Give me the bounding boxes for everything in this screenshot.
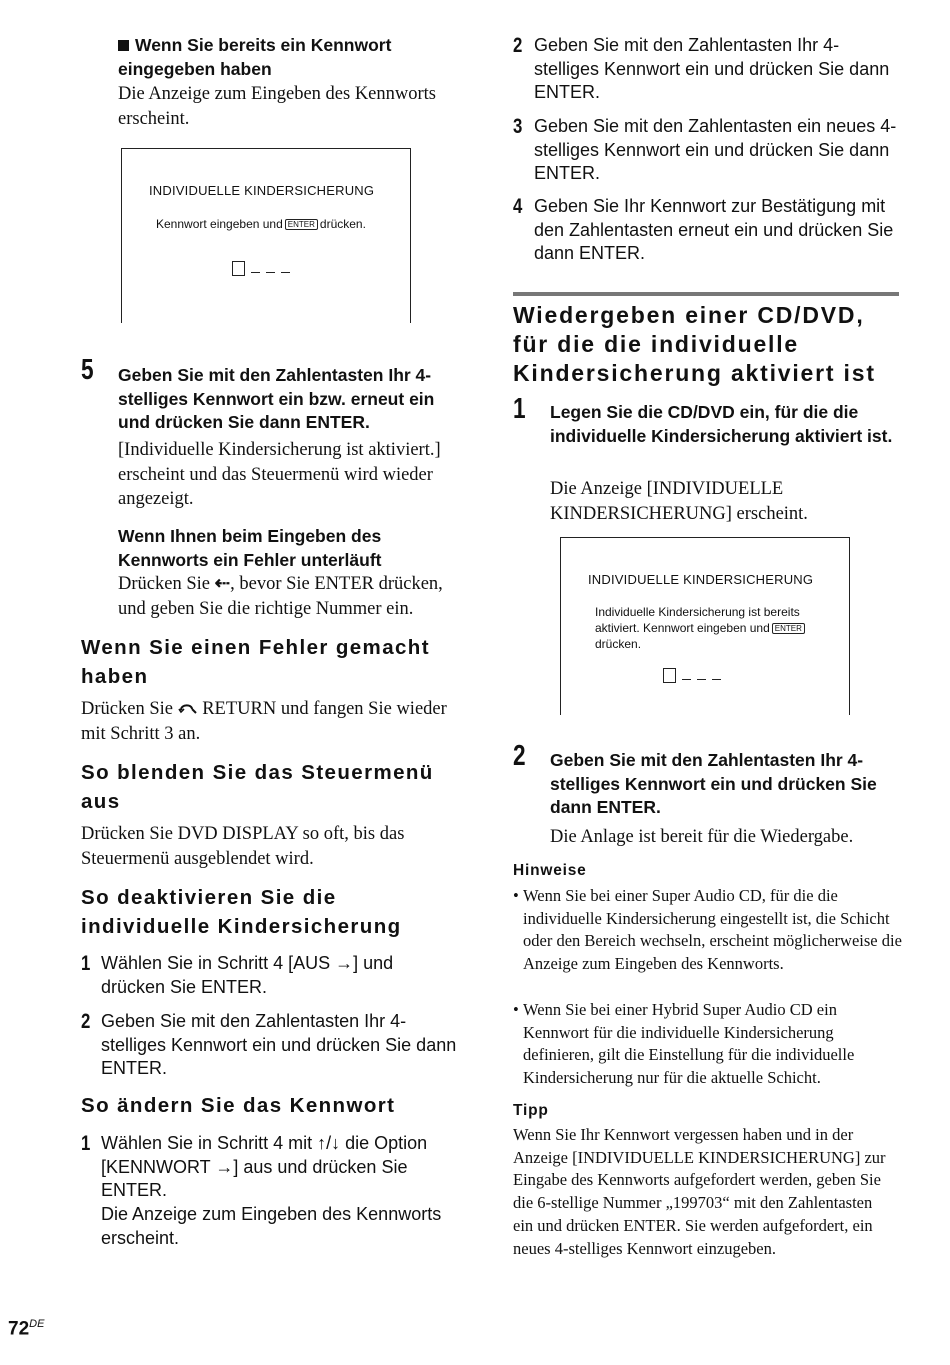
change-password-step1: Wählen Sie in Schritt 4 mit ↑/↓ die Option [KENNWORT →] aus und drücken Sie ENTER. [101,1133,428,1200]
mistake-heading: Wenn Sie einen Fehler gemacht haben [81,636,430,688]
error-text-pre: Drücken Sie [118,574,210,594]
password-screen-1 [121,148,411,323]
mistake-text-pre: Drücken Sie [81,699,173,719]
tip-text: Wenn Sie Ihr Kennwort vergessen haben und in der Anzeige [INDIVIDUELLE KINDERSICHERUNG] zur Eingabe des Kennworts aufgefordert werden, geben Sie die 6-stellige Nummer „199703“ mit den Zahlentasten ein und drücken ENTER. Sie werden aufgefordert, ein neues 4-stelliges Kennwort einzugeben. [513,1125,886,1258]
step5-text: [Individuelle Kindersicherung ist aktiviert.] erscheint und das Steuermenü wird wieder angezeigt. [118,440,441,509]
screen-message-line1: Individuelle Kindersicherung ist bereits [595,605,800,619]
step-number: 2 [513,33,523,57]
notes-heading: Hinweise [513,862,587,879]
error-text [118,572,468,621]
play-step2-text: Die Anlage ist bereit für die Wiedergabe. [550,827,854,847]
step-number: 3 [513,114,523,138]
mistake-text [81,697,466,746]
back-arrow-icon: ⇠ [214,574,231,594]
intro-heading [118,34,458,81]
hide-menu-text: Drücken Sie DVD DISPLAY so oft, bis das Steuermenü ausgeblendet wird. [81,824,405,869]
step5-heading: Geben Sie mit den Zahlentasten Ihr 4-stelliges Kennwort ein bzw. erneut ein und drücken Sie dann ENTER. [118,365,435,432]
play-step1-text: Die Anzeige [INDIVIDUELLE KINDERSICHERUNG] erscheint. [550,479,808,524]
change-password-heading: So ändern Sie das Kennwort [81,1094,396,1117]
screen-title: INDIVIDUELLE KINDERSICHERUNG [588,572,814,587]
screen-message-pre: Kennwort eingeben und [156,217,283,231]
step-number: 2 [513,740,526,772]
password-digit-placeholder [266,272,275,273]
password-field [232,261,290,279]
enter-key-icon: ENTER [772,623,805,634]
password-digit-placeholder [712,679,721,680]
screen-message [595,604,845,652]
page-number-value: 72 [8,1318,30,1340]
password-digit-placeholder [251,272,260,273]
page-number [8,1318,44,1340]
deactivate-step1: Wählen Sie in Schritt 4 [AUS →] und drücken Sie ENTER. [101,953,394,997]
step-number: 2 [81,1009,91,1033]
enter-key-icon: ENTER [285,219,318,230]
step-number: 1 [81,951,91,975]
password-field [663,668,721,686]
page-number-suffix: DE [29,1318,45,1330]
password-cursor-box [232,261,245,276]
password-digit-placeholder [697,679,706,680]
change-password-step1-extra: Die Anzeige zum Eingeben des Kennworts erscheint. [101,1204,442,1248]
right-step4: Geben Sie Ihr Kennwort zur Bestätigung mit den Zahlentasten erneut ein und drücken Sie dann ENTER. [534,196,894,263]
note-item-text: Wenn Sie bei einer Hybrid Super Audio CD ein Kennwort für die individuelle Kindersicherung definieren, gilt die Einstellung für die individuelle Kindersicherung nur für die aktuelle Schicht. [523,1000,855,1088]
right-step2: Geben Sie mit den Zahlentasten Ihr 4-stelliges Kennwort ein und drücken Sie dann ENTER. [534,35,890,102]
bullet-icon: • [513,1000,519,1019]
screen-message [156,216,366,232]
play-step2-heading: Geben Sie mit den Zahlentasten Ihr 4-stelliges Kennwort ein und drücken Sie dann ENTER. [550,750,877,817]
step-number: 5 [81,354,94,386]
deactivate-step2: Geben Sie mit den Zahlentasten Ihr 4-stelliges Kennwort ein und drücken Sie dann ENTER. [101,1011,457,1078]
note-item-text: Wenn Sie bei einer Super Audio CD, für die die individuelle Kindersicherung eingestellt ist, die Schicht oder den Bereich wechseln, erscheint möglicherweise die Anzeige zum Eingeben des Kennworts. [523,886,902,974]
bullet-icon: • [513,886,519,905]
section-rule [513,292,899,296]
step-number: 1 [513,393,526,425]
password-cursor-box [663,668,676,683]
play-step1-heading: Legen Sie die CD/DVD ein, für die die individuelle Kindersicherung aktiviert ist. [550,402,893,446]
step-number: 4 [513,194,523,218]
mistake-text-post: RETURN und fangen Sie wieder mit Schritt 3 an. [81,699,447,744]
password-digit-placeholder [281,272,290,273]
error-text-post: , bevor Sie ENTER drücken, und geben Sie die richtige Nummer ein. [118,574,443,619]
password-screen-2 [560,537,850,715]
screen-message-post: drücken. [319,217,366,231]
screen-message-line3: drücken. [595,637,642,651]
tip-heading: Tipp [513,1102,549,1119]
error-heading: Wenn Ihnen beim Eingeben des Kennworts ein Fehler unterläuft [118,526,382,570]
intro-text: Die Anzeige zum Eingeben des Kennworts erscheint. [118,84,437,129]
section-title: Wiedergeben einer CD/DVD, für die die individuelle Kindersicherung aktiviert ist [513,302,876,386]
note-item [513,999,903,1090]
right-step3: Geben Sie mit den Zahlentasten ein neues 4-stelliges Kennwort ein und drücken Sie dann ENTER. [534,116,897,183]
deactivate-heading: So deaktivieren Sie die individuelle Kindersicherung [81,886,402,938]
intro-heading-text: Wenn Sie bereits ein Kennwort eingegeben haben [118,35,392,79]
note-item [513,885,903,976]
screen-message-line2 [595,620,845,636]
screen-title: INDIVIDUELLE KINDERSICHERUNG [149,183,375,198]
return-icon [178,701,198,715]
square-bullet-icon [118,40,129,51]
step-number: 1 [81,1131,91,1155]
screen-message-line2-text: aktiviert. Kennwort eingeben und [595,621,770,635]
hide-menu-heading: So blenden Sie das Steuermenü aus [81,761,434,813]
password-digit-placeholder [682,679,691,680]
